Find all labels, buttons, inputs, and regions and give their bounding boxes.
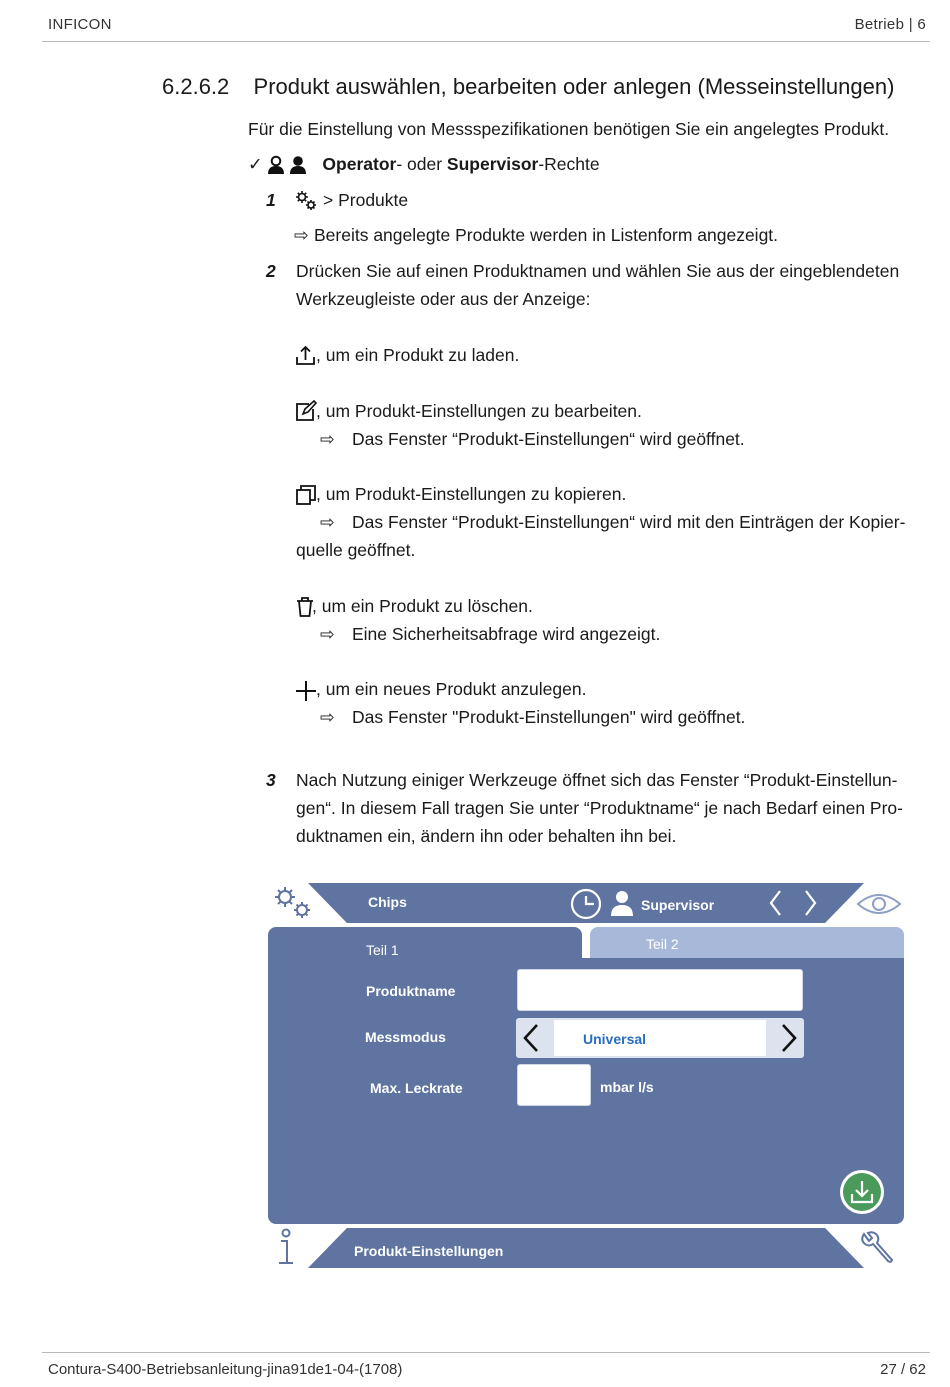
result-arrow-icon: ⇨ (320, 624, 335, 644)
settings-gears-icon (295, 190, 319, 212)
chevron-right-icon[interactable] (806, 891, 815, 915)
step-3-line3: duktnamen ein, ändern ihn oder behalten ihn bei. (296, 826, 677, 846)
result-arrow-icon: ⇨ (320, 707, 335, 727)
save-download-button[interactable] (838, 1168, 886, 1216)
role-operator: Operator (322, 154, 397, 174)
chevron-right-icon[interactable] (776, 1022, 800, 1054)
section-heading (162, 74, 894, 100)
step-2-number: 2 (266, 261, 276, 281)
mode-value: Universal (583, 1031, 647, 1047)
section-title: Produkt auswählen, bearbeiten oder anlegen (Messeinstellungen) (253, 74, 895, 99)
add-result (320, 703, 745, 731)
delete-result-text: Eine Sicherheitsabfrage wird angezeigt. (352, 624, 661, 644)
plus-icon (295, 680, 317, 702)
wrench-icon[interactable] (858, 1230, 894, 1266)
leak-unit: mbar l/s (600, 1079, 654, 1095)
clock-icon[interactable] (570, 888, 602, 920)
edit-result-text: Das Fenster “Produkt-Einstellungen“ wird geöffnet. (352, 429, 745, 449)
step-1-result-text: Bereits angelegte Produkte werden in Listenform angezeigt. (314, 225, 779, 245)
upload-icon (295, 344, 317, 366)
bottom-bar-title: Produkt-Einstellungen (354, 1243, 504, 1259)
step-2-line1: Drücken Sie auf einen Produktnamen und wählen Sie aus der eingeblendeten (296, 261, 900, 281)
user-icon[interactable] (610, 889, 634, 917)
prereq-mid: - oder (396, 154, 447, 174)
max-leak-input[interactable] (517, 1064, 591, 1106)
operator-user-icon (267, 155, 309, 175)
step-3-number: 3 (266, 770, 276, 790)
product-name-label: Produktname (366, 983, 456, 999)
mode-label: Messmodus (365, 1029, 446, 1045)
step-1-result (294, 221, 778, 249)
tab-teil-1-label: Teil 1 (366, 942, 399, 958)
device-screenshot (268, 880, 908, 1272)
header-section: Betrieb | 6 (854, 16, 926, 33)
edit-text: , um Produkt-Einstellungen zu bearbeiten. (316, 401, 642, 421)
eye-icon[interactable] (856, 890, 902, 918)
step-3-line2: gen“. In diesem Fall tragen Sie unter “Produktname“ je nach Bedarf einen Pro- (296, 798, 903, 818)
result-arrow-icon: ⇨ (320, 512, 335, 532)
result-arrow-icon: ⇨ (320, 429, 335, 449)
add-result-text: Das Fenster "Produkt-Einstellungen" wird geöffnet. (352, 707, 746, 727)
nav-arrows (768, 888, 824, 918)
product-name-input[interactable] (517, 969, 803, 1011)
max-leak-label: Max. Leckrate (370, 1080, 463, 1096)
role-supervisor: Supervisor (446, 154, 539, 174)
section-number: 6.2.6.2 (162, 74, 230, 99)
footer-doc: Contura-S400-Betriebsanleitung-jina91de1-04-(1708) (48, 1361, 403, 1378)
result-arrow-icon: ⇨ (294, 225, 309, 245)
copy-result-line2: quelle geöffnet. (296, 540, 416, 560)
copy-text: , um Produkt-Einstellungen zu kopieren. (316, 484, 627, 504)
header-rule (42, 41, 930, 42)
top-bar-title: Chips (368, 894, 407, 910)
chevron-left-icon[interactable] (771, 891, 780, 915)
delete-text: , um ein Produkt zu löschen. (312, 596, 533, 616)
intro-text: Für die Einstellung von Messspezifikationen benötigen Sie ein angelegtes Produkt. (248, 119, 890, 139)
step-1-number: 1 (266, 190, 276, 210)
step-1-text: > Produkte (323, 190, 409, 210)
copy-result-text: Das Fenster “Produkt-Einstellungen“ wird mit den Einträgen der Kopier- (352, 512, 906, 532)
footer-rule (42, 1352, 930, 1353)
copy-icon (295, 484, 317, 506)
add-text: , um ein neues Produkt anzulegen. (316, 679, 587, 699)
delete-result (320, 620, 660, 648)
tab-teil-2-label: Teil 2 (646, 936, 679, 952)
chevron-left-icon[interactable] (520, 1022, 544, 1054)
info-icon[interactable] (274, 1228, 298, 1266)
prereq-suffix: -Rechte (538, 154, 600, 174)
edit-result (320, 425, 745, 453)
user-label: Supervisor (641, 897, 715, 913)
load-text: , um ein Produkt zu laden. (316, 345, 520, 365)
step-3-line1: Nach Nutzung einiger Werkzeuge öffnet sich das Fenster “Produkt-Einstellun- (296, 770, 898, 790)
check-mark: ✓ (248, 154, 263, 174)
header-brand: INFICON (48, 16, 112, 33)
step-2-line2: Werkzeugleiste oder aus der Anzeige: (296, 289, 591, 309)
edit-icon (295, 400, 317, 422)
footer-page: 27 / 62 (880, 1361, 926, 1378)
settings-gears-icon[interactable] (272, 884, 316, 922)
copy-result (320, 508, 905, 536)
